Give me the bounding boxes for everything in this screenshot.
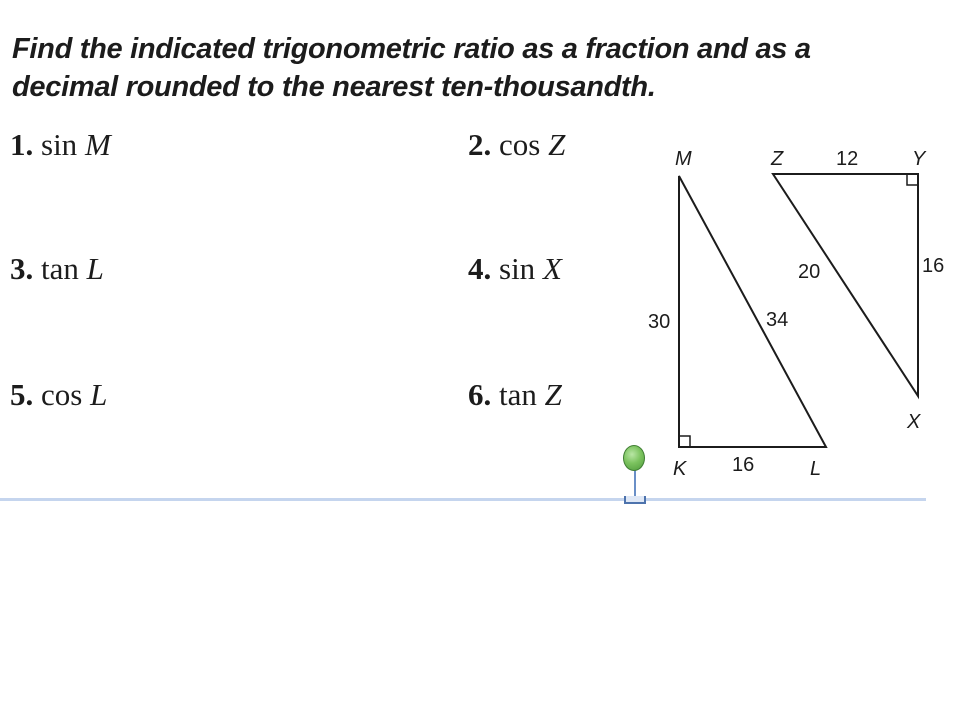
side-label-zx: 20 (798, 261, 821, 283)
problem-variable: Z (548, 127, 566, 162)
vertex-label-m: M (675, 148, 692, 170)
problem-function: sin (41, 127, 78, 162)
selection-border[interactable] (0, 498, 926, 501)
instructions-line-2: decimal rounded to the nearest ten-thousandth. (12, 71, 656, 103)
problem-variable: Z (544, 377, 562, 412)
triangle-mkl (679, 176, 826, 447)
problem-number: 2. (468, 127, 492, 162)
problem-number: 5. (10, 377, 34, 412)
right-angle-mark-y (907, 174, 918, 185)
vertex-label-z: Z (771, 148, 784, 170)
problem-number: 4. (468, 251, 492, 286)
side-label-kl: 16 (732, 454, 755, 476)
rotate-handle[interactable] (623, 445, 645, 471)
side-label-mk: 30 (648, 311, 671, 333)
problem-function: tan (499, 377, 537, 412)
vertex-label-l: L (810, 458, 822, 480)
triangle-zyx (773, 174, 918, 396)
problem-function: cos (41, 377, 83, 412)
side-label-ml: 34 (766, 309, 789, 331)
problem-function: tan (41, 251, 79, 286)
problem-number: 6. (468, 377, 492, 412)
right-angle-mark-k (679, 436, 690, 447)
vertex-label-k: K (673, 458, 687, 480)
side-label-zy: 12 (836, 148, 859, 170)
problem-variable: M (84, 127, 111, 162)
instructions-line-1: Find the indicated trigonometric ratio as a fraction and as a (12, 33, 811, 65)
rotate-handle-stem (634, 470, 636, 498)
vertex-label-y: Y (912, 148, 926, 170)
side-label-yx: 16 (922, 255, 945, 277)
vertex-label-x: X (907, 411, 921, 433)
problem-number: 3. (10, 251, 34, 286)
problem-function: sin (499, 251, 536, 286)
problem-variable: L (90, 377, 108, 412)
problem-number: 1. (10, 127, 34, 162)
problem-variable: X (542, 251, 562, 286)
resize-handle[interactable] (624, 496, 646, 504)
problem-variable: L (86, 251, 104, 286)
problem-function: cos (499, 127, 541, 162)
